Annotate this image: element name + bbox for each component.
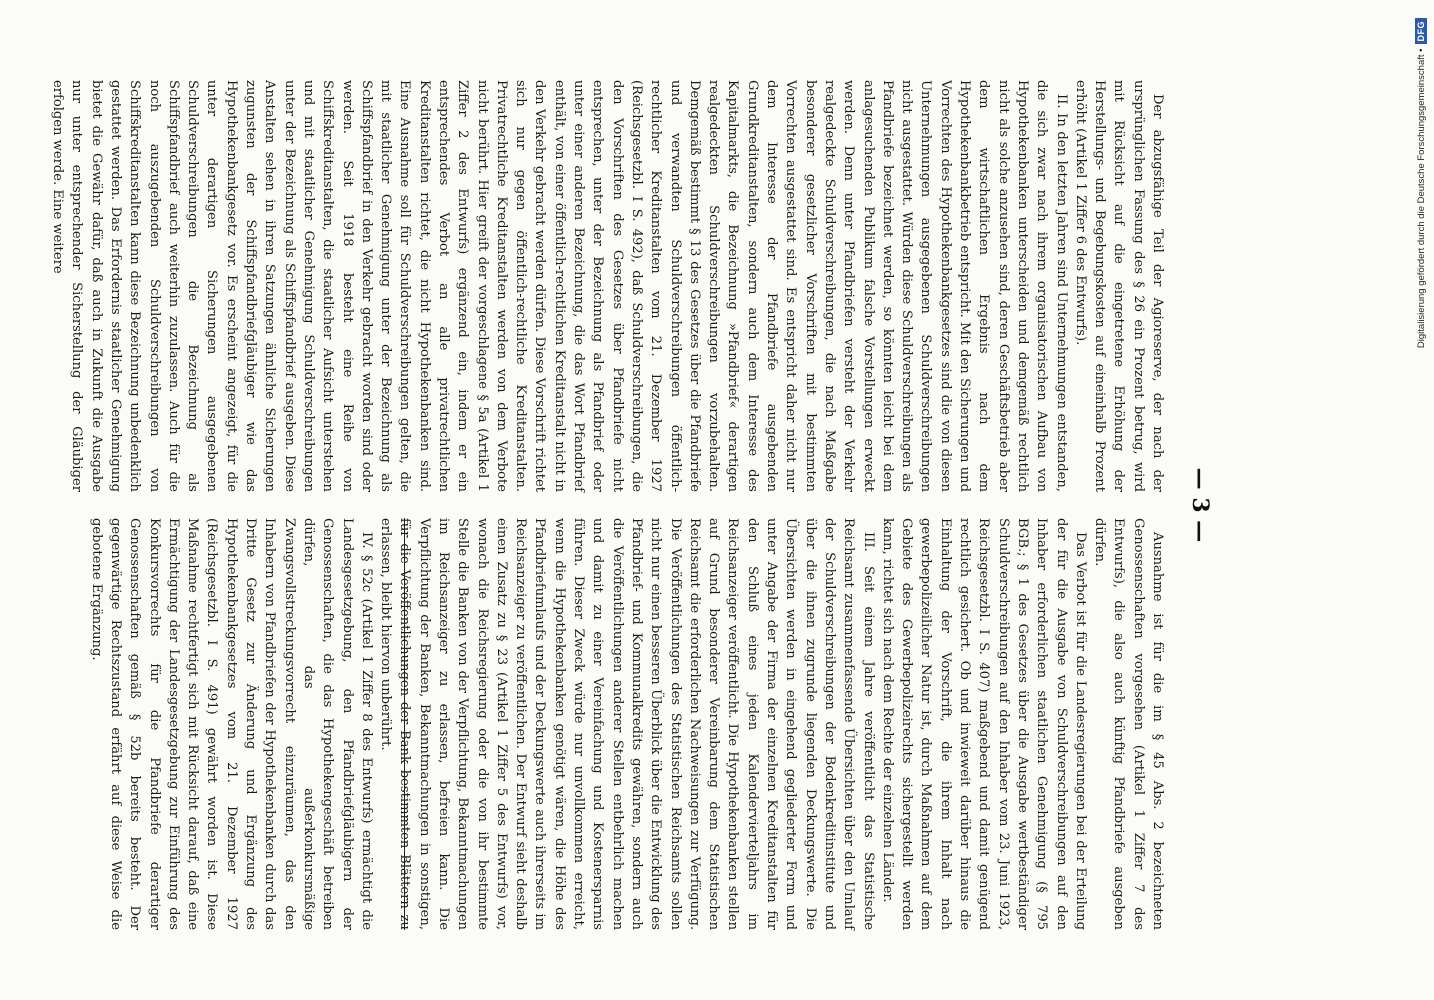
page-number: — 3 —	[1187, 467, 1213, 543]
section-end-rule	[404, 518, 405, 930]
paragraph: Der abzugsfähige Teil der Agioreserve, der nach der ursprünglichen Fassung des § 26 ein Prozent betrug, wird mit Rücksicht auf die eingetretene Erhöhung der Herstellungs- und Begebungskosten auf eineinhalb Prozent erhöht (Artikel 1 Ziffer 6 des Entwurfs).	[1072, 80, 1165, 492]
paragraph: IV. § 52c (Artikel 1 Ziffer 8 des Entwurfs) ermächtigt die Landesgesetzgebung, den Pfandbriefgläubigern der Genossenschaften, die das Hypothekengeschäft betreiben dürfen, das außerkonkursmäßige Zwangsvollstreckungsvorrecht einzuräumen, das den Inhabern von Pfandbriefen der Hypothekenbanken durch das Dritte Gesetz zur Änderung und Ergänzung des Hypothekenbankgesetzes vom 21. Dezember 1927 (Reichsgesetzbl. I S. 491) gewährt worden ist. Diese Maßnahme rechtfertigt sich mit Rücksicht darauf, daß eine Ermächtigung der Landesgesetzgebung zur Einführung des Konkursvorrechts für die Pfandbriefe derartiger Genossenschaften gemäß § 52b bereits besteht. Der gegenwärtige Rechtszustand erfährt auf diese Weise die gebotene Ergänzung.	[88, 518, 374, 930]
paragraph: III. Seit einem Jahre veröffentlicht das Statistische Reichsamt zusammenfassende Übersichten über den Umlauf der Schuldverschreibungen der Bodenkreditinstitute und über die ihnen zugrunde liegenden Deckungswerte. Die Übersichten werden in eingehend gegliederter Form und unter Angabe der Firma der einzelnen Kreditanstalten für den Schluß eines jeden Kalendervierteljahrs im Reichsanzeiger veröffentlicht. Die Hypothekenbanken stellen auf Grund besonderer Vereinbarung dem Statistischen Reichsamt die erforderlichen Nachweisungen zur Verfügung. Die Veröffentlichungen des Statistischen Reichsamts sollen nicht nur einen besseren Überblick über die Entwicklung des Pfandbrief- und Kommunalkredits gewähren, sondern auch die Veröffentlichungen anderer Stellen entbehrlich machen und damit zu einer Vereinfachung und Kostenersparnis führen. Dieser Zweck würde nur unvollkommen erreicht, wenn die Hypothekenbanken genötigt wären, die Höhe des Pfandbriefumlaufs und der Deckungswerte auch ihrerseits im Reichsanzeiger zu veröffentlichen. Der Entwurf sieht deshalb einen Zusatz zu § 23 (Artikel 1 Ziffer 5 des Entwurfs) vor, wonach die Reichsregierung oder die von ihr bestimmte Stelle die Banken von der Verpflichtung, Bekanntmachungen im Reichsanzeiger zu erlassen, befreien kann. Die Verpflichtung der Banken, Bekanntmachungen in sonstigen, für die Veröffentlichungen der Bank bestimmten Blättern zu erlassen, bleibt hiervon unberührt.	[378, 518, 876, 930]
paragraph: Das Verbot ist für die Landesregierungen bei der Erteilung der für die Ausgabe von Schuldverschreibungen auf den Inhaber erforderlichen staatlichen Genehmigung (§ 795 BGB.; § 1 des Gesetzes über die Ausgabe wertbeständiger Schuldverschreibungen auf den Inhaber vom 23. Juni 1923, Reichsgesetzbl. I S. 407) maßgebend und damit genügend rechtlich gesichert. Ob und inwieweit darüber hinaus die Einhaltung der Vorschrift, die ihrem Inhalt nach gewerbepolizeilicher Natur ist, durch Maßnahmen auf dem Gebiete des Gewerbepolizeirechts sichergestellt werden kann, richtet sich nach dem Rechte der einzelnen Länder.	[879, 518, 1088, 930]
right-column	[88, 518, 1167, 930]
left-column	[50, 80, 1167, 492]
paragraph: Ausnahme ist für die im § 45 Abs. 2 bezeichneten Genossenschaften vorgesehen (Artikel 1 Ziffer 7 des Entwurfs), die also auch künftig Pfandbriefe ausgeben dürfen.	[1092, 518, 1165, 930]
rotated-page-content	[50, 80, 1213, 930]
dfg-logo: DFG	[1415, 18, 1427, 45]
credit-text: Digitalisierung gefördert durch die Deutsche Forschungsgemeinschaft •	[1416, 48, 1427, 349]
digitization-credit	[1412, 18, 1432, 978]
paragraph: II. In den letzten Jahren sind Unternehmungen entstanden, die sich zwar nach ihrem organisatorischen Aufbau von Hypothekenbanken unterscheiden und demgemäß rechtlich nicht als solche anzusehen sind, deren Geschäftsbetrieb aber dem wirtschaftlichen Ergebnis nach dem Hypothekenbankbetrieb entspricht. Mit den Sicherungen und Vorrechten des Hypothekenbankgesetzes sind die von diesen Unternehmungen ausgegebenen Schuldverschreibungen nicht ausgestattet. Würden diese Schuldverschreibungen als Pfandbriefe bezeichnet werden, so könnten leicht bei dem anlagesuchenden Publikum falsche Vorstellungen erweckt werden. Denn unter Pfandbriefen versteht der Verkehr realgedeckte Schuldverschreibungen, die nach Maßgabe besonderer gesetzlicher Vorschriften mit bestimmten Vorrechten ausgestattet sind. Es entspricht daher nicht nur dem Interesse der Pfandbriefe ausgebenden Grundkreditanstalten, sondern auch dem Interesse des Kapitalmarkts, die Bezeichnung »Pfandbrief« derartigen realgedeckten Schuldverschreibungen vorzubehalten. Demgemäß bestimmt § 13 des Gesetzes über die Pfandbriefe und verwandten Schuldverschreibungen öffentlich-rechtlicher Kreditanstalten vom 21. Dezember 1927 (Reichsgesetzbl. I S. 492), daß Schuldverschreibungen, die den Vorschriften des Gesetzes über Pfandbriefe nicht entsprechen, unter der Bezeichnung als Pfandbrief oder unter einer anderen Bezeichnung, die das Wort Pfandbrief enthält, von einer öffentlich-rechtlichen Kreditanstalt nicht in den Verkehr gebracht werden dürfen. Diese Vorschrift richtet sich nur gegen öffentlich-rechtliche Kreditanstalten. Privatrechtliche Kreditanstalten werden von dem Verbote nicht berührt. Hier greift der vorgeschlagene § 5a (Artikel 1 Ziffer 2 des Entwurfs) ergänzend ein, indem er ein entsprechendes Verbot an alle privatrechtlichen Kreditanstalten richtet, die nicht Hypothekenbanken sind. Eine Ausnahme soll für Schuldverschreibungen gelten, die mit staatlicher Genehmigung unter der Bezeichnung als Schiffspfandbrief in den Verkehr gebracht worden sind oder werden. Seit 1918 besteht eine Reihe von Schiffskreditanstalten, die staatlicher Aufsicht unterstehen und mit staatlicher Genehmigung Schuldverschreibungen unter der Bezeichnung als Schiffspfandbrief ausgeben. Diese Anstalten sehen in ihren Satzungen ähnliche Sicherungen zugunsten der Schiffspfandbriefgläubiger wie das Hypothekenbankgesetz vor. Es erscheint angezeigt, für die unter derartigen Sicherungen ausgegebenen Schuldverschreibungen die Bezeichnung als Schiffspfandbrief auch weiterhin zuzulassen. Auch für die noch auszugebenden Schuldverschreibungen von Schiffskreditanstalten kann diese Bezeichnung unbedenklich gestattet werden. Das Erfordernis staatlicher Genehmigung bietet die Gewähr dafür, daß auch in Zukunft die Ausgabe nur unter entsprechender Sicherstellung der Gläubiger erfolgen werde. Eine weitere	[50, 80, 1069, 492]
